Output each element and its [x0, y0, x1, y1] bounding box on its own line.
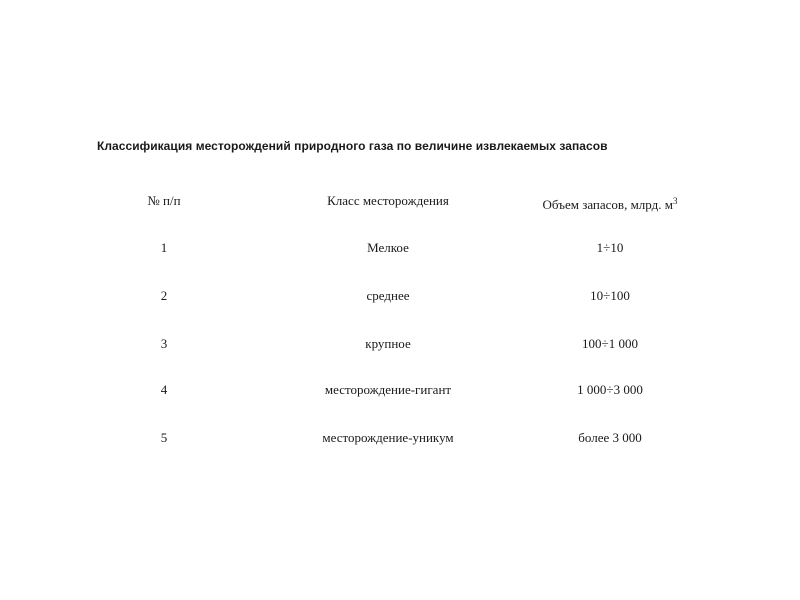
row-1-num: 1: [160, 240, 168, 255]
row-5-class: месторождение-уникум: [322, 430, 454, 445]
row-1-volume: 1÷10: [596, 240, 624, 255]
row-5-num: 5: [160, 430, 168, 445]
row-2-volume: 10÷100: [590, 288, 630, 303]
row-4-class: месторождение-гигант: [324, 382, 452, 397]
row-2-class: среднее: [366, 288, 410, 303]
row-3-num: 3: [160, 336, 168, 351]
page-title: Классификация месторождений природного газа по величине извлекаемых запасов: [97, 139, 608, 153]
row-4-volume: 1 000÷3 000: [577, 382, 643, 397]
header-volume-unit-power: 3: [672, 196, 678, 206]
row-1-class: Мелкое: [367, 240, 409, 255]
row-2-num: 2: [160, 288, 168, 303]
row-5-volume: более 3 000: [578, 430, 642, 445]
row-4-num: 4: [160, 382, 168, 397]
row-3-volume: 100÷1 000: [582, 336, 638, 351]
header-volume-label: Объем запасов, млрд. м: [542, 197, 673, 212]
header-volume: [543, 193, 678, 213]
row-3-class: крупное: [365, 336, 411, 351]
header-num: № п/п: [147, 193, 181, 208]
header-class: Класс месторождения: [327, 193, 449, 208]
